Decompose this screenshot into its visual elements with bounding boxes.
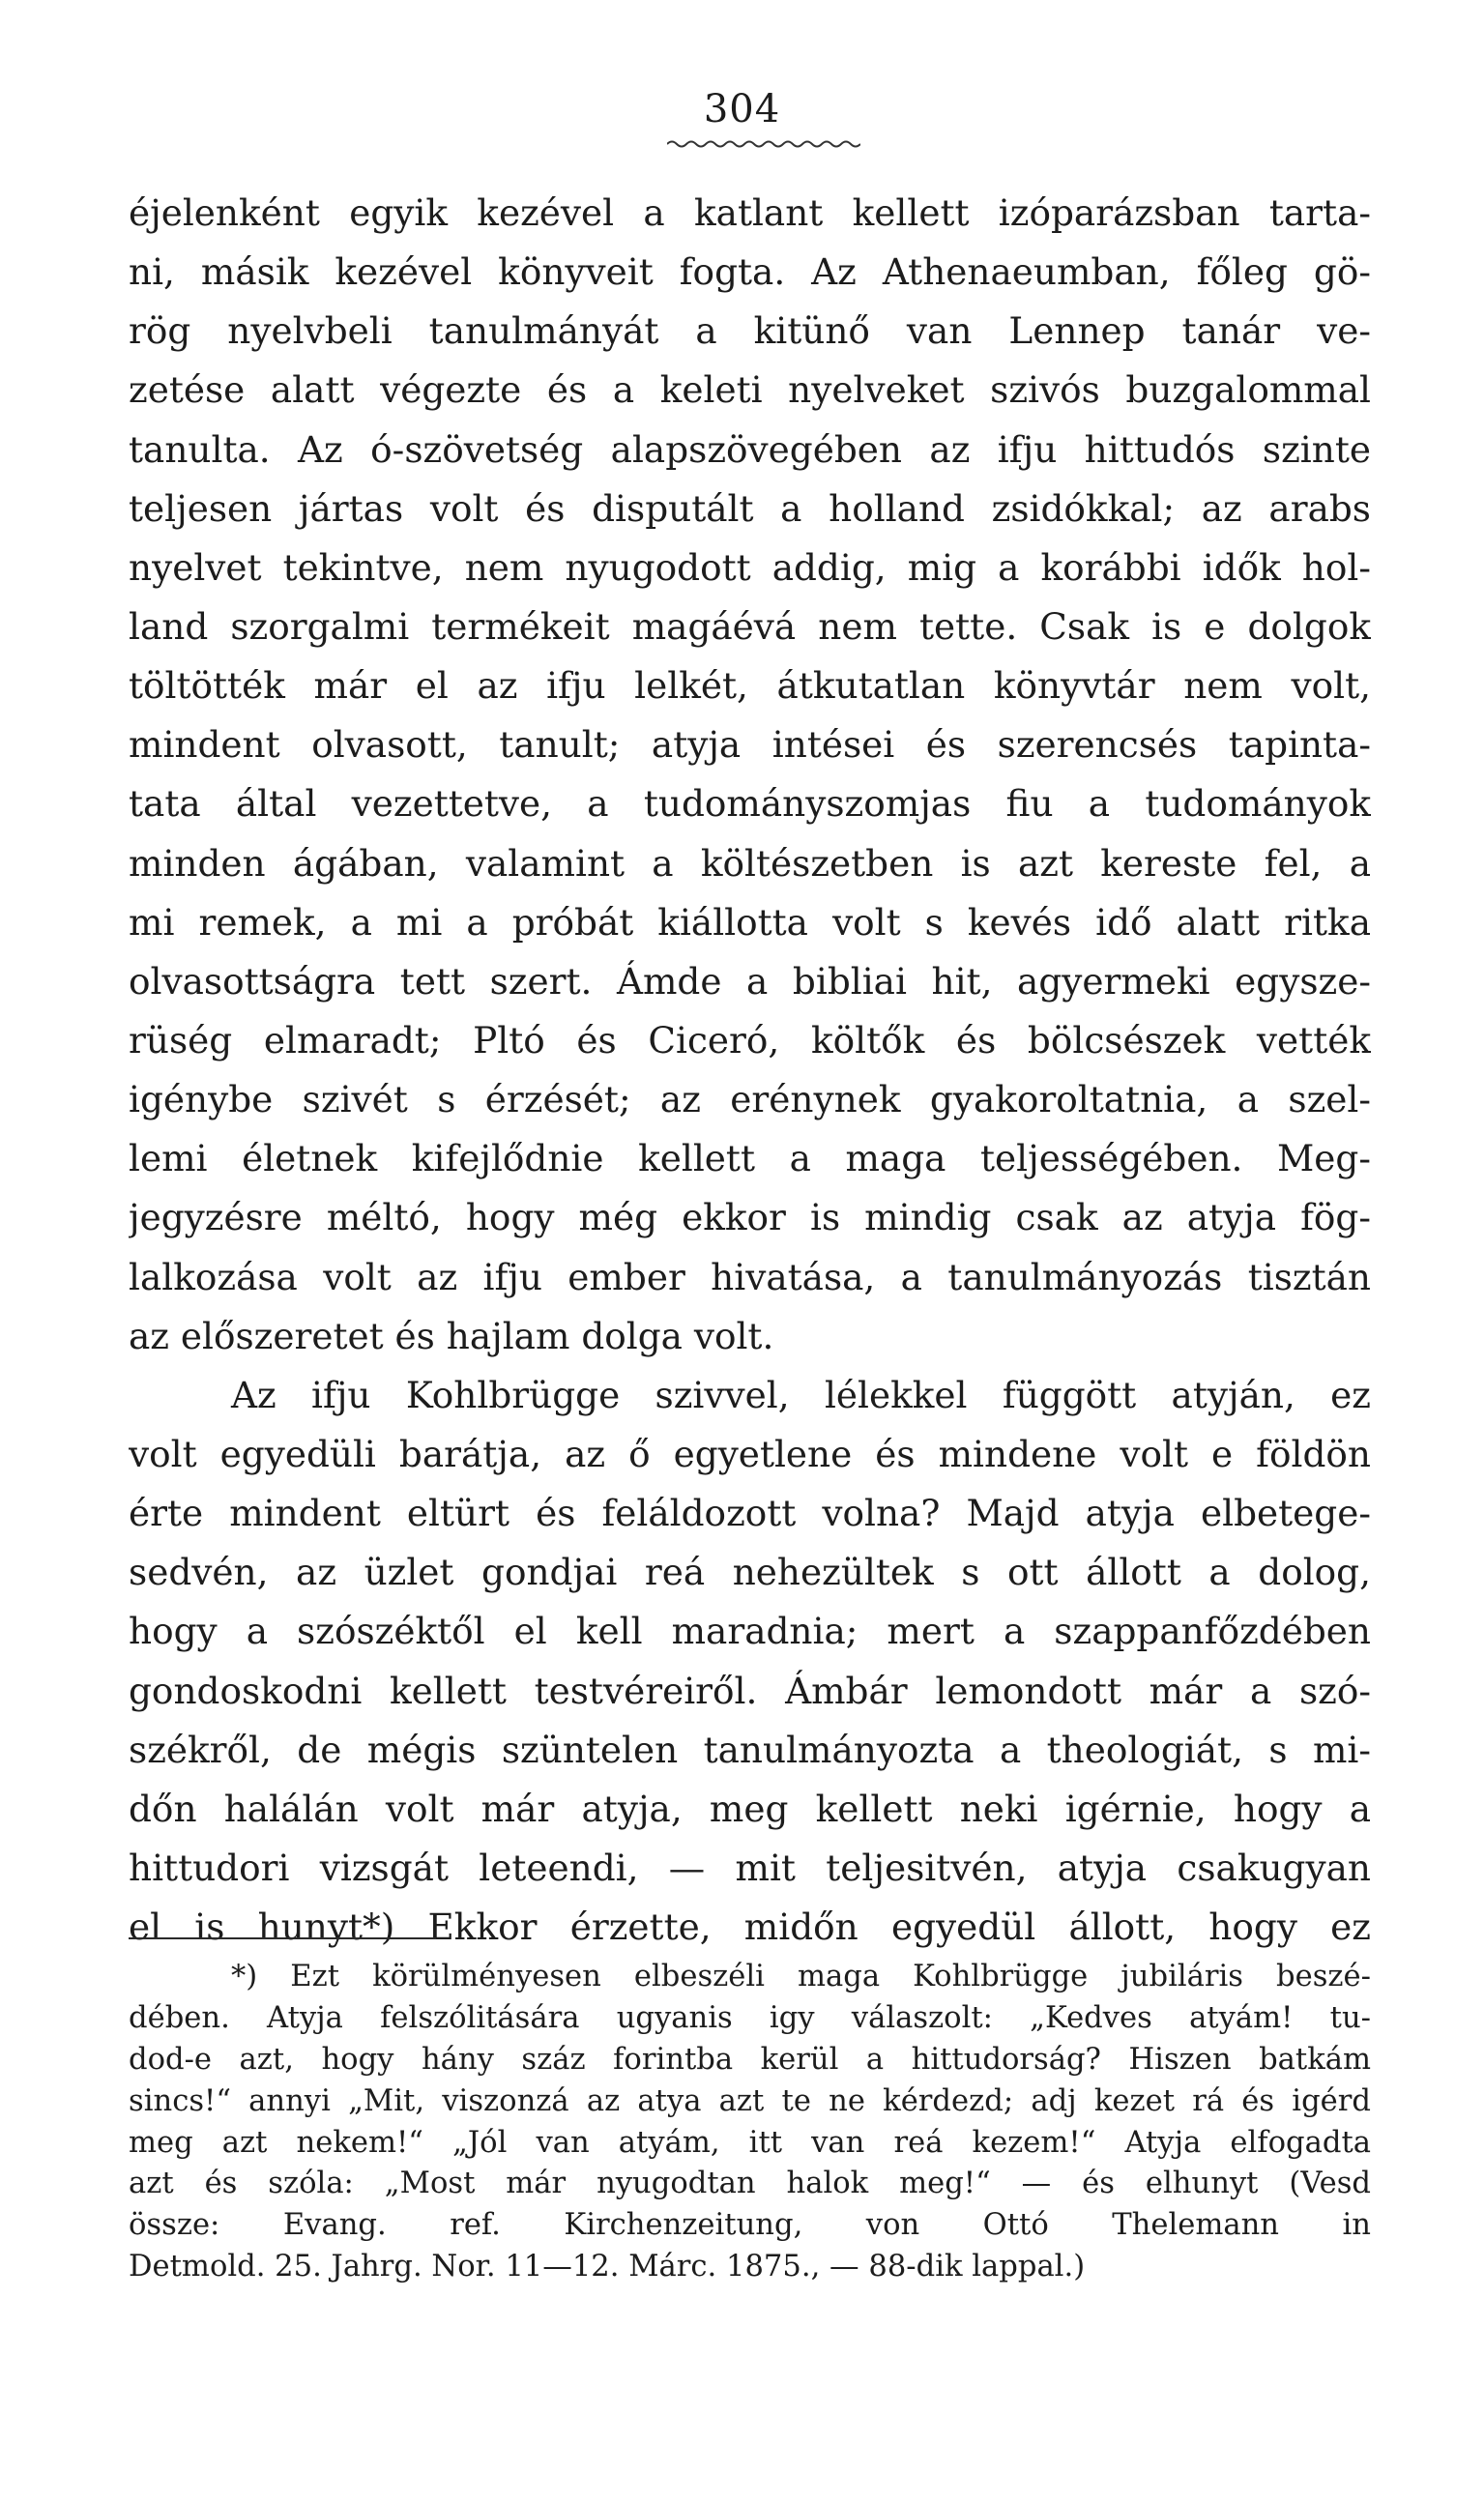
body-line: hogy a szószéktől el kell maradnia; mert a szappanfőzdében	[129, 1610, 1371, 1653]
body-line: el is hunyt*) Ekkor érzette, midőn egyedül állott, hogy ez	[129, 1906, 1371, 1949]
body-line: dőn halálán volt már atyja, meg kellett neki igérnie, hogy a	[129, 1787, 1371, 1830]
footnote-line: Detmold. 25. Jahrg. Nor. 11—12. Márc. 1875., — 88-dik lappal.)	[129, 2250, 1086, 2284]
body-line: tata által vezettetve, a tudományszomjas fiu a tudományok	[129, 782, 1371, 826]
body-line: tanulta. Az ó-szövetség alapszövegében az ifju hittudós szinte	[129, 427, 1371, 471]
body-line: rüség elmaradt; Pltó és Ciceró, költők és bölcsészek vették	[129, 1018, 1371, 1062]
body-line: gondoskodni kellett testvéreiről. Ámbár lemondott már a szó-	[129, 1669, 1371, 1712]
body-text	[129, 184, 1371, 1957]
body-line: hittudori vizsgát leteendi, — mit teljesitvén, atyja csakugyan	[129, 1846, 1371, 1889]
body-line: nyelvet tekintve, nem nyugodott addig, mig a korábbi idők hol-	[129, 545, 1371, 589]
body-line: jegyzésre méltó, hogy még ekkor is mindig csak az atyja fög-	[129, 1196, 1371, 1239]
body-line: teljesen jártas volt és disputált a holland zsidókkal; az arabs	[129, 486, 1371, 530]
page-number: 304	[703, 87, 781, 131]
body-line: zetése alatt végezte és a keleti nyelveket szivós buzgalommal	[129, 368, 1371, 412]
footnote-line: *) Ezt körülményesen elbeszéli maga Kohlbrügge jubiláris beszé-	[231, 1960, 1371, 1993]
body-line: Az ifju Kohlbrügge szivvel, lélekkel függött atyján, ez	[231, 1373, 1371, 1416]
body-line: lalkozása volt az ifju ember hivatása, a tanulmányozás tisztán	[129, 1255, 1371, 1298]
footnote-line: dében. Atyja felszólitására ugyanis igy válaszolt: „Kedves atyám! tu-	[129, 2000, 1371, 2035]
footnote-line: össze: Evang. ref. Kirchenzeitung, von Ottó Thelemann in	[129, 2208, 1371, 2243]
body-line: székről, de mégis szüntelen tanulmányozta a theologiát, s mi-	[129, 1728, 1371, 1771]
footnote-line: sincs!“ annyi „Mit, viszonzá az atya azt te ne kérdezd; adj kezet rá és igérd	[129, 2083, 1371, 2118]
body-line: olvasottságra tett szert. Ámde a bibliai hit, agyermeki egysze-	[129, 959, 1371, 1003]
footnote-line: meg azt nekem!“ „Jól van atyám, itt van reá kezem!“ Atyja elfogadta	[129, 2125, 1371, 2160]
body-line: éjelenként egyik kezével a katlant kellett izóparázsban tarta-	[129, 191, 1371, 234]
body-line: töltötték már el az ifju lelkét, átkutatlan könyvtár nem volt,	[129, 664, 1371, 708]
body-line: az előszeretet és hajlam dolga volt.	[129, 1314, 774, 1357]
body-line: érte mindent eltürt és feláldozott volna? Majd atyja elbetege-	[129, 1492, 1371, 1535]
page-number-ornament	[667, 139, 860, 149]
body-line: mi remek, a mi a próbát kiállotta volt s kevés idő alatt ritka	[129, 900, 1371, 944]
body-line: sedvén, az üzlet gondjai reá nehezültek s ott állott a dolog,	[129, 1551, 1371, 1594]
body-line: land szorgalmi termékeit magáévá nem tette. Csak is e dolgok	[129, 604, 1371, 648]
footnote	[129, 1957, 1371, 2288]
footnote-line: dod-e azt, hogy hány száz forintba kerül a hittudorság? Hiszen batkám	[129, 2042, 1371, 2077]
body-line: mindent olvasott, tanult; atyja intései és szerencsés tapinta-	[129, 723, 1371, 767]
footnote-line: azt és szóla: „Most már nyugodtan halok meg!“ — és elhunyt (Vesd	[129, 2167, 1371, 2201]
body-line: volt egyedüli barátja, az ő egyetlene és mindene volt e földön	[129, 1432, 1371, 1475]
body-line: lemi életnek kifejlődnie kellett a maga teljességében. Meg-	[129, 1137, 1371, 1180]
body-line: minden ágában, valamint a költészetben is azt kereste fel, a	[129, 841, 1371, 885]
body-line: ni, másik kezével könyveit fogta. Az Athenaeumban, főleg gö-	[129, 250, 1371, 294]
body-line: igénybe szivét s érzését; az erénynek gyakoroltatnia, a szel-	[129, 1078, 1371, 1121]
footnote-divider	[129, 1937, 436, 1939]
body-line: rög nyelvbeli tanulmányát a kitünő van Lennep tanár ve-	[129, 309, 1371, 353]
